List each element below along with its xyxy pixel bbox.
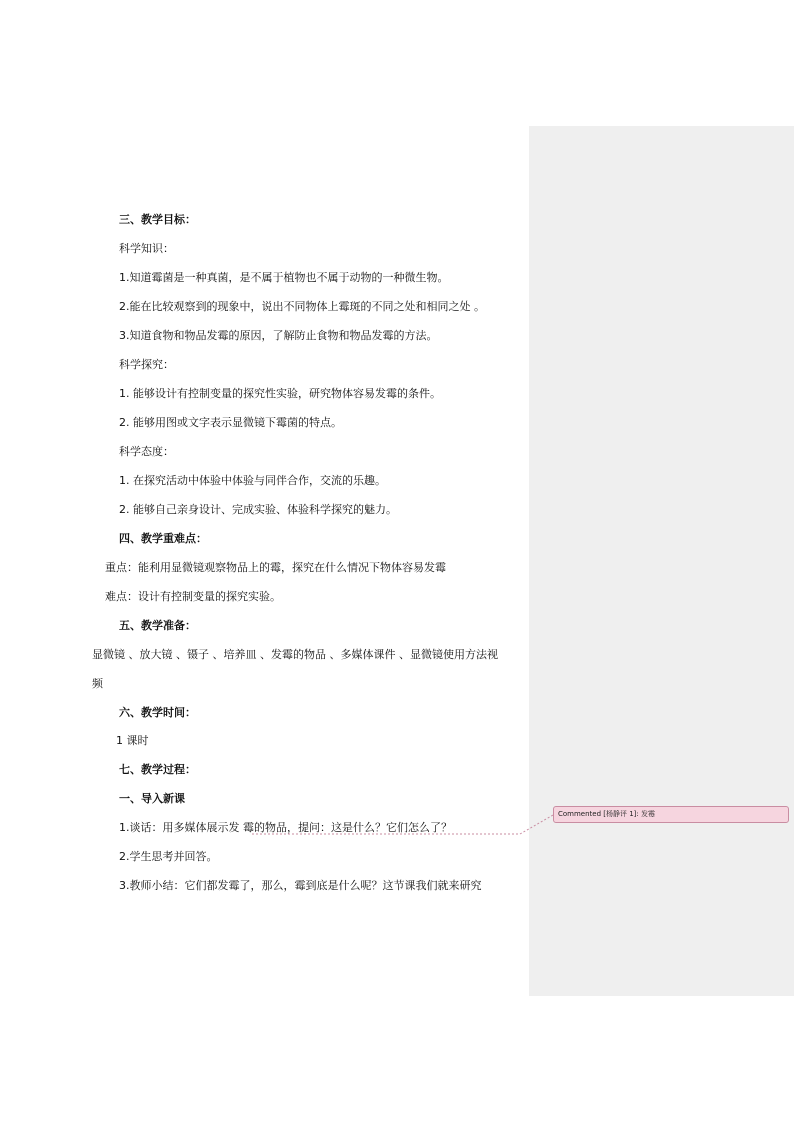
paragraph-line: 重点：能利用显微镜观察物品上的霉，探究在什么情况下物体容易发霉 — [105, 561, 446, 574]
paragraph-line: 3.知道食物和物品发霉的原因，了解防止食物和物品发霉的方法。 — [119, 329, 438, 342]
section-heading-objectives: 三、教学目标： — [119, 213, 196, 226]
subheading-introduction: 一、导入新课 — [119, 792, 185, 805]
paragraph-line: 2. 能够自己亲身设计、完成实验、体验科学探究的魅力。 — [119, 503, 397, 516]
paragraph-line: 1. 能够设计有控制变量的探究性实验，研究物体容易发霉的条件。 — [119, 387, 441, 400]
paragraph-line: 1. 在探究活动中体验中体验与同伴合作，交流的乐趣。 — [119, 474, 386, 487]
subheading-inquiry: 科学探究： — [119, 358, 174, 371]
paragraph-line: 1 课时 — [116, 734, 149, 747]
paragraph-line: 1.知道霉菌是一种真菌，是不属于植物也不属于动物的一种微生物。 — [119, 271, 449, 284]
paragraph-line: 2. 能够用图或文字表示显微镜下霉菌的特点。 — [119, 416, 342, 429]
subheading-attitude: 科学态度： — [119, 445, 174, 458]
section-heading-process: 七、教学过程： — [119, 763, 196, 776]
paragraph-line: 3.教师小结：它们都发霉了，那么，霉到底是什么呢？这节课我们就来研究 — [119, 879, 482, 892]
comment-pane — [529, 126, 794, 996]
section-heading-time: 六、教学时间： — [119, 706, 196, 719]
paragraph-line: 2.学生思考并回答。 — [119, 850, 218, 863]
commented-paragraph-line: 1.谈话：用多媒体展示发 霉的物品，提问：这是什么？它们怎么了？ — [119, 821, 452, 834]
paragraph-line: 难点：设计有控制变量的探究实验。 — [105, 590, 281, 603]
subheading-knowledge: 科学知识： — [119, 242, 174, 255]
comment-balloon[interactable] — [553, 806, 789, 823]
paragraph-line: 显微镜 、放大镜 、镊子 、培养皿 、发霉的物品 、多媒体课件 、显微镜使用方法视 — [92, 648, 498, 661]
section-heading-preparation: 五、教学准备： — [119, 619, 196, 632]
section-heading-key-points: 四、教学重难点： — [119, 532, 207, 545]
paragraph-line: 2.能在比较观察到的现象中，说出不同物体上霉斑的不同之处和相同之处 。 — [119, 300, 485, 313]
comment-text: Commented [杨静评 1]: 发霉 — [558, 810, 655, 818]
paragraph-line: 频 — [92, 677, 103, 690]
